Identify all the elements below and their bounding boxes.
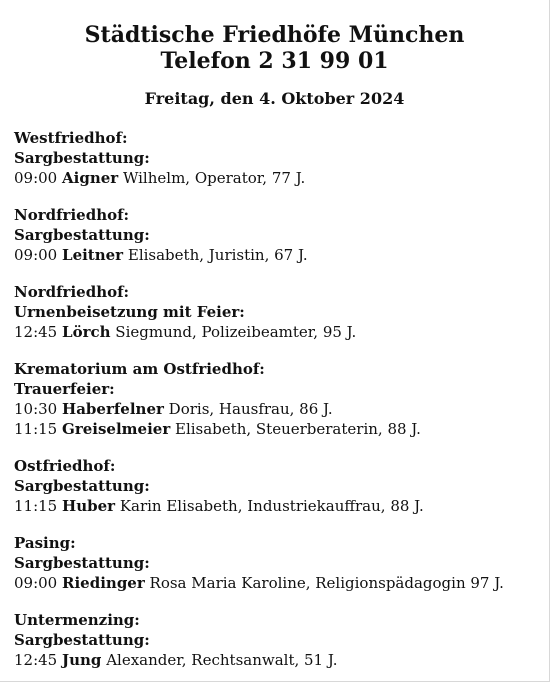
cemetery-name: Pasing: xyxy=(14,534,76,552)
entry-details: Elisabeth, Steuerberaterin, 88 J. xyxy=(175,420,421,438)
entry-details: Karin Elisabeth, Industriekauffrau, 88 J. xyxy=(119,497,424,515)
cemetery-section xyxy=(14,359,541,439)
ceremony-type: Urnenbeisetzung mit Feier: xyxy=(14,303,245,321)
cemetery-section xyxy=(14,205,541,265)
ceremony-type: Sargbestattung: xyxy=(14,554,150,572)
burial-entry xyxy=(14,419,541,439)
cemetery-name: Westfriedhof: xyxy=(14,129,128,147)
cemetery-sections xyxy=(0,128,549,670)
entry-surname: Riedinger xyxy=(62,574,145,592)
ceremony-type: Sargbestattung: xyxy=(14,477,150,495)
cemetery-section xyxy=(14,533,541,593)
entry-time: 11:15 xyxy=(14,497,58,515)
cemetery-name: Nordfriedhof: xyxy=(14,206,130,224)
cemetery-section xyxy=(14,128,541,188)
burial-entry xyxy=(14,399,541,419)
entry-time: 09:00 xyxy=(14,169,58,187)
notice-date: Freitag, den 4. Oktober 2024 xyxy=(144,89,405,108)
burial-entry xyxy=(14,245,541,265)
entry-details: Rosa Maria Karoline, Religionspädagogin 97 J. xyxy=(149,574,504,592)
ceremony-type: Sargbestattung: xyxy=(14,631,150,649)
cemetery-name: Krematorium am Ostfriedhof: xyxy=(14,360,265,378)
entry-details: Wilhelm, Operator, 77 J. xyxy=(122,169,306,187)
cemetery-section xyxy=(14,610,541,670)
entry-time: 12:45 xyxy=(14,651,58,669)
burial-entry xyxy=(14,573,541,593)
entry-surname: Huber xyxy=(62,497,116,515)
burial-entry xyxy=(14,322,541,342)
burial-entry xyxy=(14,650,541,670)
entry-details: Siegmund, Polizeibeamter, 95 J. xyxy=(115,323,357,341)
entry-surname: Aigner xyxy=(62,169,119,187)
cemetery-section xyxy=(14,282,541,342)
entry-time: 10:30 xyxy=(14,400,58,418)
ceremony-type: Sargbestattung: xyxy=(14,149,150,167)
organization-title: Städtische Friedhöfe München xyxy=(84,22,465,48)
entry-time: 09:00 xyxy=(14,246,58,264)
burial-entry xyxy=(14,168,541,188)
entry-surname: Lörch xyxy=(62,323,111,341)
ceremony-type: Trauerfeier: xyxy=(14,380,115,398)
phone-number: Telefon 2 31 99 01 xyxy=(160,48,389,74)
notice-header xyxy=(0,0,549,74)
entry-details: Elisabeth, Juristin, 67 J. xyxy=(127,246,308,264)
entry-surname: Greiselmeier xyxy=(62,420,171,438)
entry-details: Alexander, Rechtsanwalt, 51 J. xyxy=(106,651,338,669)
cemetery-name: Ostfriedhof: xyxy=(14,457,116,475)
entry-time: 11:15 xyxy=(14,420,58,438)
entry-time: 12:45 xyxy=(14,323,58,341)
ceremony-type: Sargbestattung: xyxy=(14,226,150,244)
burial-entry xyxy=(14,496,541,516)
entry-time: 09:00 xyxy=(14,574,58,592)
cemetery-name: Nordfriedhof: xyxy=(14,283,130,301)
entry-surname: Jung xyxy=(62,651,102,669)
entry-details: Doris, Hausfrau, 86 J. xyxy=(168,400,333,418)
entry-surname: Haberfelner xyxy=(62,400,164,418)
entry-surname: Leitner xyxy=(62,246,124,264)
cemetery-name: Untermenzing: xyxy=(14,611,140,629)
cemetery-section xyxy=(14,456,541,516)
